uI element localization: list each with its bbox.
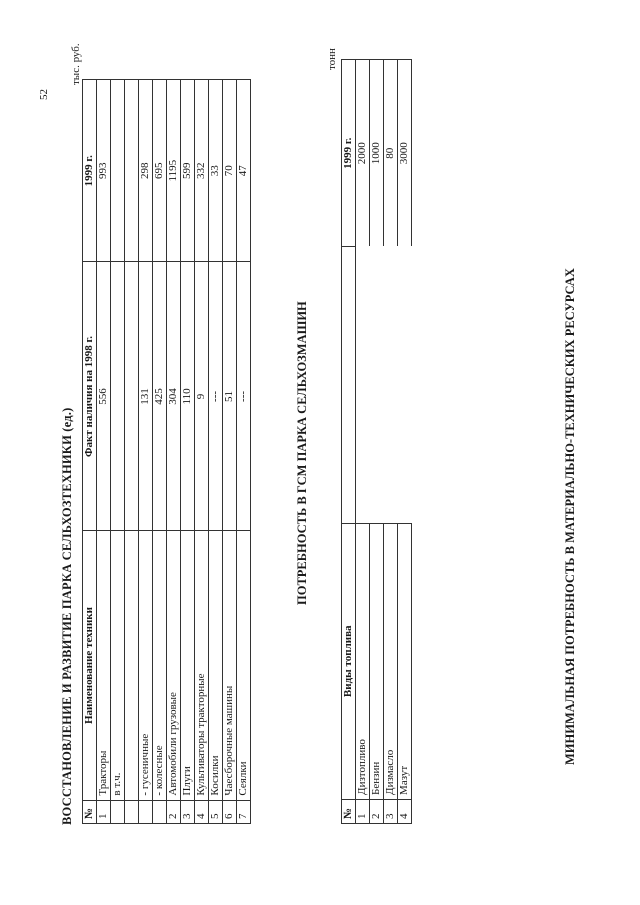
fact-1998-value: 110 bbox=[181, 262, 195, 531]
fact-1998-value: 425 bbox=[153, 262, 167, 531]
table2-unit: тонн bbox=[326, 48, 338, 70]
value-1999: 80 bbox=[384, 60, 398, 247]
fuel-table bbox=[341, 59, 412, 824]
fact-1998-value: --- bbox=[237, 262, 251, 531]
header-number: № bbox=[342, 799, 356, 823]
equipment-name: Плуги bbox=[181, 531, 195, 800]
value-1999: 993 bbox=[97, 80, 111, 262]
equipment-name: Косилки bbox=[209, 531, 223, 800]
table2-title: ПОТРЕБНОСТЬ В ГСМ ПАРКА СЕЛЬХОЗМАШИН bbox=[295, 301, 309, 605]
table-header-row bbox=[342, 60, 356, 824]
row-number: 1 bbox=[356, 799, 370, 823]
row-number: 2 bbox=[167, 800, 181, 823]
equipment-name: в т.ч. bbox=[111, 531, 125, 800]
fact-1998-value bbox=[111, 262, 125, 531]
table-row bbox=[370, 60, 384, 824]
empty-cell bbox=[384, 247, 398, 523]
table1-title: ВОССТАНОВЛЕНИЕ И РАЗВИТИЕ ПАРКА СЕЛЬХОЗТЕХНИКИ (ед.) bbox=[60, 407, 74, 825]
table-row bbox=[97, 80, 111, 824]
value-1999: 695 bbox=[153, 80, 167, 262]
equipment-name: - гусеничные bbox=[139, 531, 153, 800]
page-number: 52 bbox=[38, 89, 50, 100]
fuel-type: Мазут bbox=[398, 523, 412, 799]
value-1999 bbox=[111, 80, 125, 262]
empty-cell bbox=[398, 247, 412, 523]
table-row bbox=[167, 80, 181, 824]
header-number: № bbox=[83, 800, 97, 823]
value-1999: 2000 bbox=[356, 60, 370, 247]
empty-cell bbox=[370, 247, 384, 523]
value-1999: 33 bbox=[209, 80, 223, 262]
value-1999: 70 bbox=[223, 80, 237, 262]
fuel-type: Бензин bbox=[370, 523, 384, 799]
value-1999: 47 bbox=[237, 80, 251, 262]
fuel-type: Дизтопливо bbox=[356, 523, 370, 799]
table-row bbox=[356, 60, 370, 824]
row-number: 5 bbox=[209, 800, 223, 823]
equipment-name: Автомобили грузовые bbox=[167, 531, 181, 800]
header-fuel-type: Виды топлива bbox=[342, 523, 356, 799]
table-row bbox=[125, 80, 139, 824]
table-row bbox=[153, 80, 167, 824]
fact-1998-value: 9 bbox=[195, 262, 209, 531]
equipment-table bbox=[82, 79, 251, 824]
row-number: 4 bbox=[398, 799, 412, 823]
value-1999 bbox=[125, 80, 139, 262]
table-row bbox=[237, 80, 251, 824]
row-number: 4 bbox=[195, 800, 209, 823]
header-fact-1998: Факт наличия на 1998 г. bbox=[83, 262, 97, 531]
table-row bbox=[384, 60, 398, 824]
row-number: 2 bbox=[370, 799, 384, 823]
fact-1998-value: 556 bbox=[97, 262, 111, 531]
fact-1998-value: --- bbox=[209, 262, 223, 531]
equipment-name: - колесные bbox=[153, 531, 167, 800]
row-number bbox=[111, 800, 125, 823]
row-number: 6 bbox=[223, 800, 237, 823]
value-1999: 1195 bbox=[167, 80, 181, 262]
value-1999: 1000 bbox=[370, 60, 384, 247]
fact-1998-value bbox=[125, 262, 139, 531]
table-row bbox=[111, 80, 125, 824]
table1-unit: тыс. руб. bbox=[70, 43, 82, 85]
equipment-name: Чаесборочные машины bbox=[223, 531, 237, 800]
fact-1998-value: 51 bbox=[223, 262, 237, 531]
value-1999: 332 bbox=[195, 80, 209, 262]
row-number: 3 bbox=[384, 799, 398, 823]
fuel-type: Дизмасло bbox=[384, 523, 398, 799]
value-1999: 599 bbox=[181, 80, 195, 262]
row-number bbox=[153, 800, 167, 823]
equipment-name bbox=[125, 531, 139, 800]
table-header-row bbox=[83, 80, 97, 824]
section3-title: МИНИМАЛЬНАЯ ПОТРЕБНОСТЬ В МАТЕРИАЛЬНО-ТЕХНИЧЕСКИХ РЕСУРСАХ bbox=[563, 268, 577, 765]
value-1999: 3000 bbox=[398, 60, 412, 247]
row-number: 1 bbox=[97, 800, 111, 823]
fact-1998-value: 131 bbox=[139, 262, 153, 531]
equipment-name: Культиваторы тракторные bbox=[195, 531, 209, 800]
row-number: 3 bbox=[181, 800, 195, 823]
row-number bbox=[139, 800, 153, 823]
equipment-name: Сеялки bbox=[237, 531, 251, 800]
table-row bbox=[223, 80, 237, 824]
empty-cell bbox=[356, 247, 370, 523]
value-1999: 298 bbox=[139, 80, 153, 262]
table-row bbox=[181, 80, 195, 824]
header-1999: 1999 г. bbox=[83, 80, 97, 262]
header-empty bbox=[342, 247, 356, 523]
fact-1998-value: 304 bbox=[167, 262, 181, 531]
row-number bbox=[125, 800, 139, 823]
equipment-name: Тракторы bbox=[97, 531, 111, 800]
table-row bbox=[139, 80, 153, 824]
table-row bbox=[209, 80, 223, 824]
header-1999: 1999 г. bbox=[342, 60, 356, 247]
table-row bbox=[195, 80, 209, 824]
table-row bbox=[398, 60, 412, 824]
header-equipment-name: Наименование техники bbox=[83, 531, 97, 800]
row-number: 7 bbox=[237, 800, 251, 823]
